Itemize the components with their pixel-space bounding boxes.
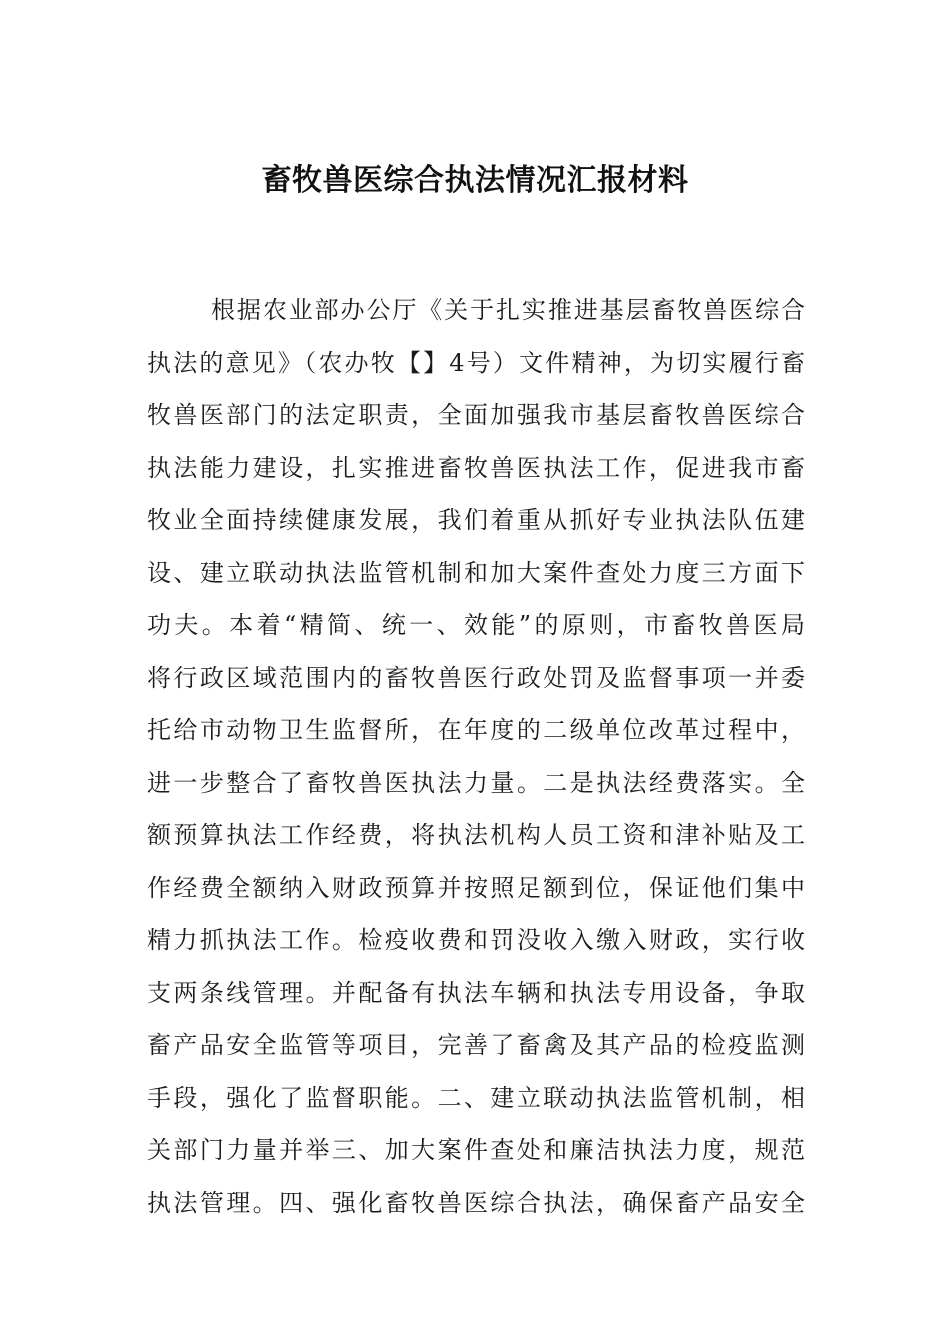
body-line: 执法管理。四、强化畜牧兽医综合执法，确保畜产品安全 [147, 1188, 805, 1217]
body-line: 托给市动物卫生监督所，在年度的二级单位改革过程中， [147, 716, 805, 744]
body-line: 支两条线管理。并配备有执法车辆和执法专用设备，争取 [147, 978, 805, 1007]
body-line: 根据农业部办公厅《关于扎实推进基层畜牧兽医综合 [211, 296, 805, 324]
body-line: 关部门力量并举三、加大案件查处和廉洁执法力度，规范 [147, 1136, 805, 1164]
body-line: 牧兽医部门的法定职责，全面加强我市基层畜牧兽医综合 [147, 401, 805, 429]
body-line: 功夫。本着“精简、统一、效能”的原则，市畜牧兽医局 [147, 611, 805, 639]
body-line: 作经费全额纳入财政预算并按照足额到位，保证他们集中 [147, 873, 805, 902]
body-line: 执法的意见》（农办牧【】4号）文件精神，为切实履行畜 [147, 348, 805, 377]
body-line: 执法能力建设，扎实推进畜牧兽医执法工作，促进我市畜 [147, 453, 805, 482]
body-line: 畜产品安全监管等项目，完善了畜禽及其产品的检疫监测 [147, 1031, 805, 1059]
body-line: 将行政区域范围内的畜牧兽医行政处罚及监督事项一并委 [147, 663, 805, 692]
body-line: 牧业全面持续健康发展，我们着重从抓好专业执法队伍建 [147, 506, 805, 534]
body-line: 进一步整合了畜牧兽医执法力量。二是执法经费落实。全 [147, 768, 805, 797]
body-line: 额预算执法工作经费，将执法机构人员工资和津补贴及工 [147, 821, 805, 849]
body-line: 设、建立联动执法监管机制和加大案件查处力度三方面下 [147, 558, 805, 587]
body-line: 手段，强化了监督职能。二、建立联动执法监管机制，相 [147, 1083, 805, 1112]
document-body [147, 290, 805, 1235]
document-title: 畜牧兽医综合执法情况汇报材料 [261, 163, 689, 198]
body-line: 精力抓执法工作。检疫收费和罚没收入缴入财政，实行收 [147, 926, 805, 954]
